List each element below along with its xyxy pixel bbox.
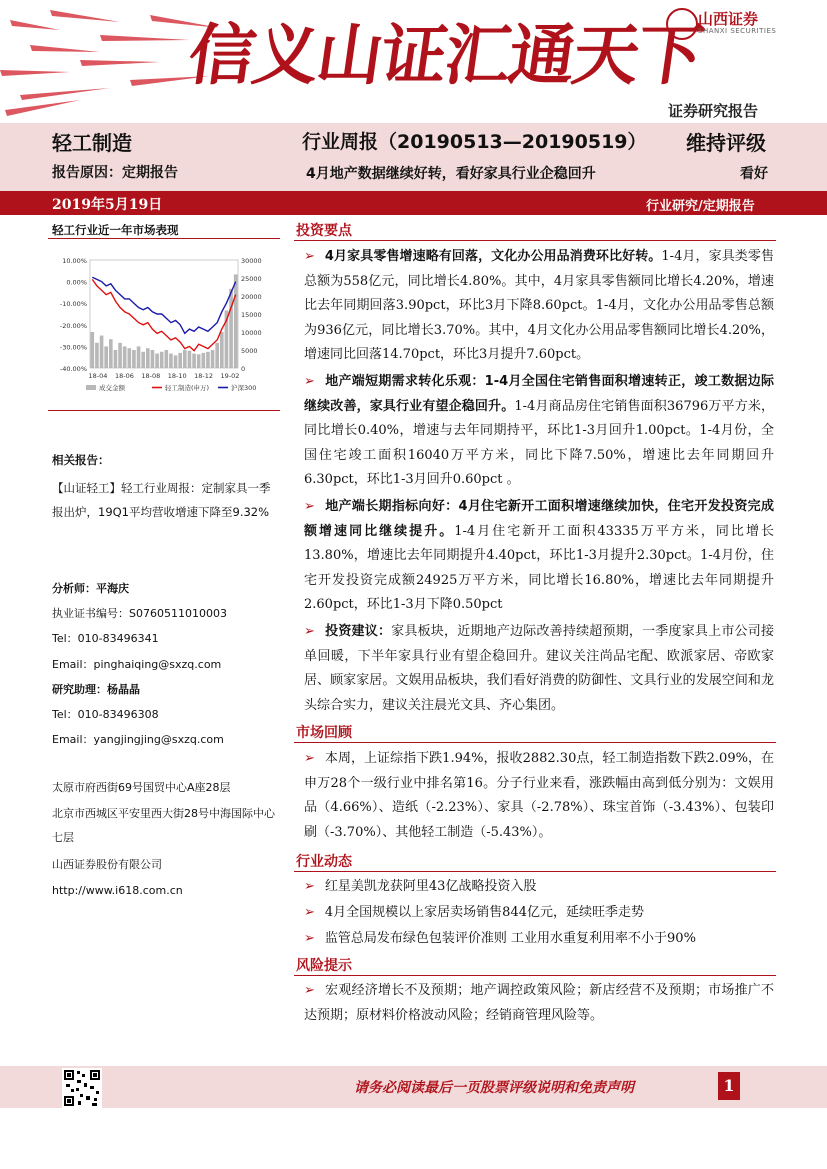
- point-4-body: 家具板块，近期地产边际改善持续超预期，一季度家具上市公司接单回暖，下半年家具行业有望企稳回升。建议关注尚品宅配、欧派家居、帝欧家居、顾家家居。文娱用品板块，我们看好消费的防御性、文具行业的发展空间和龙头综合实力，建议关注晨光文具、齐心集团。: [304, 624, 774, 713]
- weekly-title: 行业周报（20190513—20190519）: [302, 131, 647, 153]
- logo-name: 山西证券: [698, 10, 759, 28]
- top-banner: [0, 0, 827, 120]
- page-number: 1: [718, 1072, 740, 1100]
- legend-label: 轻工制造(申万): [165, 384, 210, 392]
- related-report: 【山证轻工】轻工行业周报：定制家具一季报出炉，19Q1平均营收增速下降至9.32%: [52, 481, 271, 519]
- report-reason: 报告原因：定期报告: [52, 165, 178, 181]
- point-4-lead: 投资建议：: [324, 624, 392, 639]
- volume-bar: [202, 353, 206, 368]
- volume-bar: [165, 350, 169, 368]
- news-text: 4月全国规模以上家居卖场销售844亿元，延续旺季走势: [324, 905, 644, 920]
- legend-label: 成交金额: [99, 384, 125, 392]
- y-right-tick: 30000: [241, 257, 262, 265]
- risk-text: 宏观经济增长不及预期；地产调控政策风险；新店经营不及预期；市场推广不达预期；原材料价格波动风险；经销商管理风险等。: [304, 983, 774, 1023]
- arrow-icon: ➢: [304, 931, 315, 946]
- disclaimer: 请务必阅读最后一页股票评级说明和免责声明: [354, 1080, 634, 1096]
- legend-label: 沪深300: [231, 384, 257, 392]
- y-left-tick: -20.00%: [59, 321, 87, 330]
- news-item: [304, 927, 774, 952]
- volume-bar: [155, 354, 159, 368]
- logo-english: SHANXI SECURITIES: [698, 27, 777, 35]
- y-right-tick: 15000: [241, 311, 262, 319]
- slogan: 信义山证汇通天下: [183, 16, 707, 94]
- y-left-tick: -30.00%: [59, 343, 87, 352]
- volume-bar: [95, 343, 99, 368]
- divider: [294, 975, 776, 976]
- volume-bar: [229, 289, 233, 368]
- y-right-tick: 10000: [241, 329, 262, 337]
- volume-bar: [132, 350, 136, 368]
- volume-bar: [118, 343, 122, 368]
- market-review-body: 本周，上证综指下跌1.94%，报收2882.30点，轻工制造指数下跌2.09%，在申万28个一级行业中排名第16。分子行业来看，涨跌幅由高到低分别为：文娱用品（4.66%）、造纸（-2.23%）、家具（-2.78%）、珠宝首饰（-3.43%）、包装印刷（-3.70%）、其他轻工制造（-5.43%）。: [304, 751, 774, 840]
- arrow-icon: ➢: [304, 624, 315, 639]
- volume-bar: [137, 346, 141, 368]
- point-3: [304, 495, 774, 618]
- rating-view: 看好: [740, 166, 768, 182]
- volume-bar: [104, 346, 108, 368]
- report-subtitle: 4月地产数据继续好转，看好家具行业企稳回升: [306, 166, 596, 182]
- volume-bar: [197, 354, 201, 368]
- rating: 维持评级: [686, 131, 766, 155]
- volume-bar: [234, 274, 238, 368]
- y-left-tick: 0.00%: [66, 278, 87, 287]
- risk-warning: [304, 979, 774, 1028]
- section-heading: 投资要点: [296, 223, 352, 239]
- y-right-tick: 5000: [241, 347, 258, 355]
- report-date: 2019年5月19日: [52, 197, 163, 213]
- volume-bar: [91, 332, 95, 368]
- point-3-lead: 地产端长期指标向好：4月住宅新开工面积增速继续加快，住宅开发投资完成额增速同比继续提升。: [304, 499, 774, 539]
- volume-bar: [174, 355, 178, 368]
- x-tick: 18-04: [88, 372, 108, 380]
- y-left-tick: -40.00%: [59, 365, 87, 373]
- news-item: [304, 875, 774, 900]
- point-2: [304, 370, 774, 493]
- point-1-body: 1-4月，家具类零售总额为558亿元，同比增长4.80%。其中，4月家具零售额同比增长4.20%，增速比去年同期回落3.90pct，环比3月下降8.60pct。1-4月，文化办公用品零售总额为936亿元，同比增长3.70%。其中，4月文化办公用品零售额同比增长4.20%，增速同比回落14.70pct，环比3月提升7.60pct。: [304, 249, 775, 363]
- market-review: [304, 747, 774, 845]
- y-left-tick: -10.00%: [59, 300, 87, 309]
- point-1: [304, 245, 774, 368]
- website-link[interactable]: http://www.i618.com.cn: [52, 884, 183, 897]
- company-name: 山西证券股份有限公司: [52, 858, 162, 871]
- volume-bar: [160, 352, 164, 368]
- chart-title: 轻工行业近一年市场表现: [52, 223, 179, 237]
- y-right-tick: 20000: [241, 293, 262, 301]
- volume-bar: [151, 350, 155, 368]
- section-heading: 风险提示: [296, 958, 352, 974]
- news-text: 监管总局发布绿色包装评价准则 工业用水重复利用率不小于90%: [324, 931, 696, 946]
- report-type: 证券研究报告: [668, 102, 759, 120]
- arrow-icon: ➢: [304, 249, 315, 264]
- assistant-email: Email：yangjingjing@sxzq.com: [52, 733, 224, 746]
- address-taiyuan: 太原市府西街69号国贸中心A座28层: [52, 781, 231, 794]
- point-2-lead: 地产端短期需求转化乐观：1-4月全国住宅销售面积增速转正，竣工数据边际继续改善，家具行业有望企稳回升。: [304, 374, 774, 414]
- arrow-icon: ➢: [304, 751, 315, 766]
- x-tick: 18-08: [141, 372, 161, 380]
- y-left-tick: 10.00%: [62, 257, 87, 265]
- arrow-icon: ➢: [304, 905, 315, 920]
- analyst-email: Email：pinghaiqing@sxzq.com: [52, 658, 222, 671]
- news-item: [304, 901, 774, 926]
- qr-code-icon: [62, 1068, 102, 1108]
- analyst-tel: Tel：010-83496341: [52, 632, 159, 645]
- report-category: 行业研究/定期报告: [646, 199, 755, 214]
- volume-bar: [100, 336, 104, 368]
- volume-bar: [178, 353, 182, 368]
- arrow-icon: ➢: [304, 374, 315, 389]
- assistant: 研究助理：杨晶晶: [52, 683, 140, 696]
- legend-swatch: [86, 385, 96, 390]
- arrow-icon: ➢: [304, 983, 315, 998]
- point-2-body: 1-4月商品房住宅销售面积36796万平方米，同比增长0.40%，增速与去年同期持平，环比1-3月回升1.00pct。1-4月份，全国住宅竣工面积16040万平方米，同比下降7.50%，增速比去年同期回升6.30pct，环比1-3月回升0.60pct 。: [304, 398, 774, 488]
- volume-bar: [109, 339, 113, 368]
- volume-bar: [211, 350, 215, 368]
- volume-bar: [188, 351, 192, 368]
- assistant-tel: Tel：010-83496308: [52, 708, 159, 721]
- point-3-body: 1-4月住宅新开工面积43335万平方米，同比增长13.80%，增速比去年同期提升4.40pct，环比1-3月提升2.30pct。1-4月份，住宅开发投资完成额24925万平方米，同比增长16.80%，增速比去年同期提升2.60pct，环比1-3月下降0.50pct: [304, 523, 774, 613]
- x-tick: 18-10: [167, 372, 187, 380]
- point-1-lead: 4月家具零售增速略有回落，文化办公用品消费环比好转。: [324, 249, 662, 264]
- divider: [48, 238, 280, 239]
- volume-bar: [114, 350, 118, 368]
- volume-bar: [206, 352, 210, 368]
- volume-bar: [183, 350, 187, 368]
- analyst: 分析师：平海庆: [52, 582, 129, 595]
- divider: [48, 410, 280, 411]
- y-right-tick: 0: [241, 365, 246, 373]
- point-4: [304, 620, 774, 718]
- arrow-icon: ➢: [304, 879, 315, 894]
- divider: [294, 871, 776, 872]
- volume-bar: [192, 354, 196, 368]
- volume-bar: [123, 346, 127, 368]
- section-heading: 行业动态: [296, 854, 352, 870]
- industry-title: 轻工制造: [52, 131, 132, 155]
- y-right-tick: 25000: [241, 275, 262, 283]
- license: 执业证书编号：S0760511010003: [52, 607, 227, 620]
- volume-bar: [146, 348, 150, 368]
- divider: [294, 742, 776, 743]
- news-text: 红星美凯龙获阿里43亿战略投资入股: [324, 879, 537, 894]
- volume-bar: [220, 332, 224, 368]
- x-tick: 18-12: [194, 372, 214, 380]
- market-chart: [48, 240, 280, 408]
- volume-bar: [169, 354, 173, 368]
- address-beijing: 北京市西城区平安里西大街28号中海国际中心七层: [52, 807, 275, 844]
- volume-bar: [215, 343, 219, 368]
- x-tick: 19-02: [220, 372, 240, 380]
- arrow-icon: ➢: [304, 499, 315, 514]
- related-heading: 相关报告：: [52, 453, 110, 467]
- divider: [294, 240, 776, 241]
- volume-bar: [141, 352, 145, 368]
- logo-icon: [666, 8, 698, 40]
- volume-bar: [128, 348, 132, 368]
- section-heading: 市场回顾: [296, 725, 352, 741]
- x-tick: 18-06: [114, 372, 134, 380]
